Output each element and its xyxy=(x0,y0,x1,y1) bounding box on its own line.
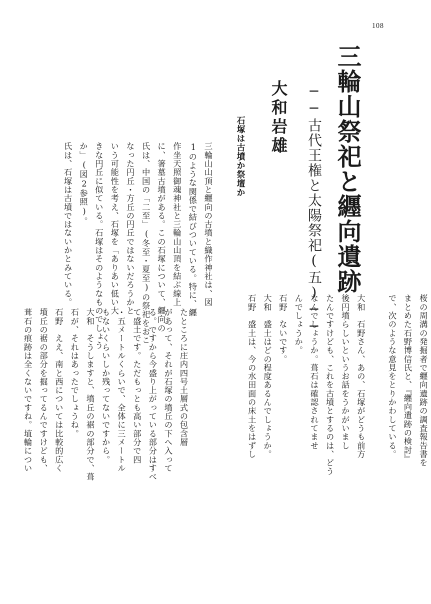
body-column-lower-left: たところに庄内四号土層式の包含層 があって、それが石塚の墳丘の下へ入って る。ですから今盛り上がっている部分はすべ て盛土です。ただもっとも高い部分で四 ・五メートルくらいで、全体に三メートル もないくらいしか残ってないですから。 大和 そうしますと、墳丘の裾の部分で、葺 石が、それはあったでしょうね。 石野 ええ、南と西については比較的広く 墳丘の裾の部分を掘ってるんですけども、 葺石の痕跡は全くないですね。埴輪につい xyxy=(23,308,190,481)
body-column-upper-left: 三輪山山頂と纒向の古墳と織作神社は、図 1のような関係で結びついている。特に、纒 作坐天照御魂神社と三輪山山頂を結ぶ線上 に、箸墓古墳がある。この石塚について、纒向の 氏は、中国の「二至」(冬至・夏至)の祭祀をおこ なった円丘・方丘の円丘ではないだろうかと いう可能性を考え、石塚を「ありあい低い大 きな円丘に似ている。石塚はそのようなものでしょう か」(図2参照)。 氏は、石塚は古墳ではないかとみている。 xyxy=(63,142,214,350)
section-heading: 石塚は古墳か祭壇か xyxy=(235,116,245,197)
article-title: 三輪山祭祀と纒向遺跡 xyxy=(333,44,362,294)
page-number: 108 xyxy=(372,22,384,30)
author-name: 大和岩雄 xyxy=(269,80,288,156)
body-column-right: 桜の周溝の発掘者で纒向遺跡の調査報告書を まとめた石野博信氏と、『纒向遺跡の検討』 で、次のような意見をとりかわしている。 大和 石野さん、あの、石塚がどうも前方 後円墳らしいというお話をうかがいまし たんですけども、これを古墳とするのは、どう なんでしょうか。葺石は確認されてませ んでしょうか。 石野 ないです。 大和 盛土はどの程度あるんでしょうか。 石野 盛土は、今の水田面の床土をはずし xyxy=(247,294,430,476)
article-subtitle: ──古代王権と太陽祭祀(五)── xyxy=(306,84,322,336)
